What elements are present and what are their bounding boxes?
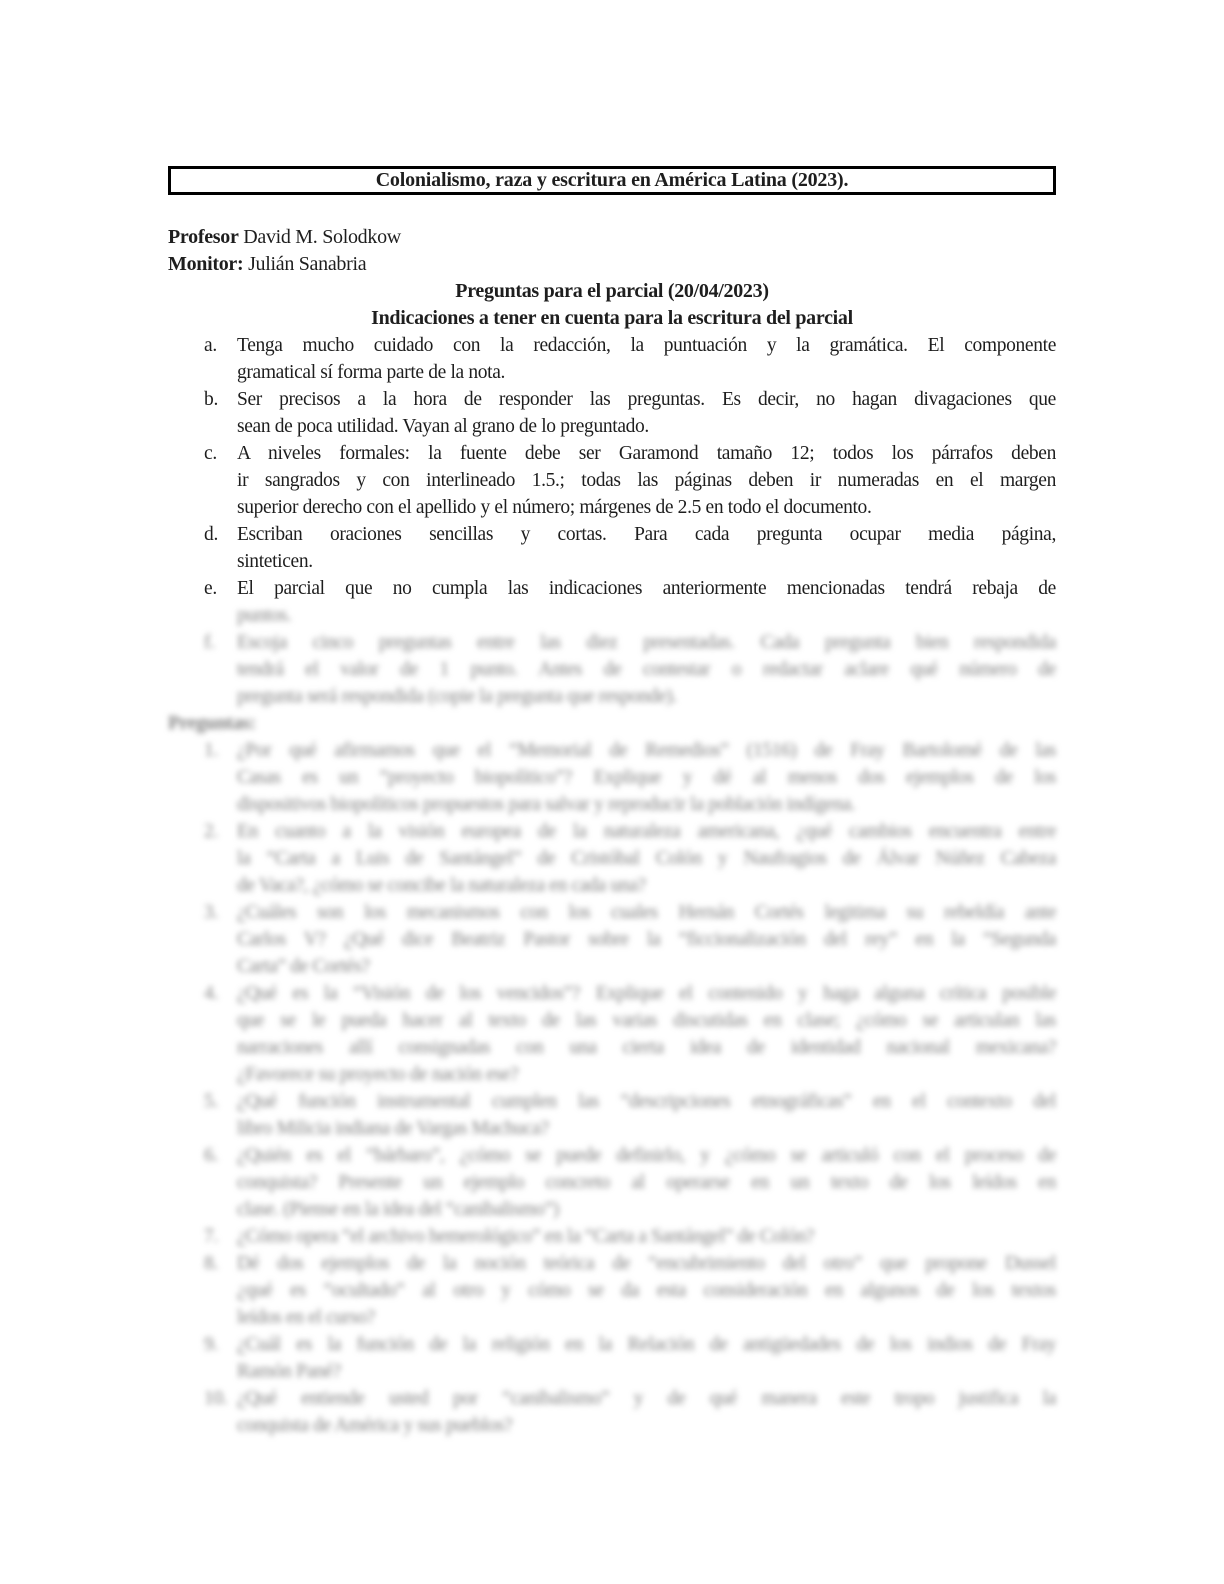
course-title: Colonialismo, raza y escritura en América Latina (2023). [375,169,849,191]
question-text-line: ¿qué es “ocultado” al otro y cómo se da esta consideración en algunos de los textos [237,1280,1056,1301]
question-text-line: la “Carta a Luis de Santángel” de Cristóbal Colón y Naufragios de Álvar Núñez Cabeza [237,848,1056,869]
indication-marker: f. [204,632,215,653]
indications-list [168,332,1056,710]
question-text-line: de Vaca?, ¿cómo se concibe la naturaleza en cada una? [237,875,646,896]
question-marker: 8. [204,1253,219,1274]
document-content [168,0,1056,1439]
indication-item [168,629,1056,710]
question-text-line: leídos en el curso? [237,1307,375,1328]
question-text-line: libro Milicia indiana de Vargas Machuca? [237,1118,549,1139]
indication-text-line: puntos. [237,605,292,626]
indication-marker: a. [204,335,217,356]
question-item [168,1088,1056,1142]
question-marker: 4. [204,983,219,1004]
question-item [168,818,1056,899]
question-text-line: ¿Favorece su proyecto de nación ese? [237,1064,519,1085]
question-item [168,1142,1056,1223]
questions-label: Preguntas: [168,713,256,734]
question-item [168,1250,1056,1331]
indication-marker: c. [204,443,217,464]
question-marker: 3. [204,902,219,923]
question-text-line: ¿Cuál es la función de la religión en la Relación de antigüedades de los indios de Fray [237,1334,1056,1355]
indication-text-line: gramatical sí forma parte de la nota. [237,362,506,383]
indication-item [168,440,1056,521]
question-text-line: que se le pueda hacer al texto de las varias discutidas en clase; ¿cómo se articulan las [237,1010,1056,1031]
question-text-line: ¿Qué es la “Visión de los vencidos”? Explique el contenido y haga alguna crítica posible [237,983,1056,1004]
question-marker: 10. [204,1388,228,1409]
indication-text-line: El parcial que no cumpla las indicaciones anteriormente mencionadas tendrá rebaja de [237,578,1056,599]
indication-text-line: Escriban oraciones sencillas y cortas. Para cada pregunta ocupar media página, [237,524,1056,545]
course-title-box [168,166,1056,195]
indication-text-line: Tenga mucho cuidado con la redacción, la puntuación y la gramática. El componente [237,335,1056,356]
monitor-label: Monitor: [168,253,244,275]
indication-text-line: pregunta será respondida (copie la pregunta que responde). [237,686,677,707]
question-item [168,1331,1056,1385]
professor-line [168,224,1056,251]
monitor-line [168,251,1056,278]
indication-text-line: Ser precisos a la hora de responder las preguntas. Es decir, no hagan divagaciones que [237,389,1056,410]
indication-marker: b. [204,389,219,410]
question-text-line: dispositivos biopolíticos propuestos para salvar y reproducir la población indígena. [237,794,856,815]
indication-marker: e. [204,578,217,599]
indication-item [168,332,1056,386]
question-marker: 5. [204,1091,219,1112]
indication-text-line: tendrá el valor de 1 punto. Antes de contestar o redactar aclare qué número de [237,659,1056,680]
question-text-line: clase. (Piense en la idea del “canibalismo”) [237,1199,559,1220]
exam-heading: Preguntas para el parcial (20/04/2023) [455,280,769,302]
question-marker: 6. [204,1145,219,1166]
question-item [168,899,1056,980]
indication-text-line: ir sangrados y con interlineado 1.5.; todas las páginas deben ir numeradas en el margen [237,470,1056,491]
question-text-line: ¿Cuáles son los mecanismos con los cuales Hernán Cortés legitima su rebeldía ante [237,902,1056,923]
indication-text-line: sinteticen. [237,551,313,572]
question-marker: 1. [204,740,219,761]
question-text-line: ¿Quién es el “bárbaro”, ¿cómo se puede definirlo, y ¿cómo se articuló con el proceso de [237,1145,1056,1166]
question-item [168,737,1056,818]
question-text-line: Carta” de Cortés? [237,956,370,977]
question-marker: 7. [204,1226,219,1247]
question-item [168,1223,1056,1250]
indication-marker: d. [204,524,219,545]
question-text-line: conquista de América y sus pueblos? [237,1415,513,1436]
indication-text-line: sean de poca utilidad. Vayan al grano de lo preguntado. [237,416,649,437]
question-item [168,980,1056,1088]
indication-text-line: Escoja cinco preguntas entre las diez presentadas. Cada pregunta bien respondida [237,632,1056,653]
question-item [168,1385,1056,1439]
question-text-line: Carlos V? ¿Qué dice Beatriz Pastor sobre la “ficcionalización del rey” en la “Segunda [237,929,1056,950]
question-text-line: Ramón Pané? [237,1361,341,1382]
question-text-line: ¿Por qué afirmamos que el “Memorial de Remedios” (1516) de Fray Bartolomé de las [237,740,1056,761]
question-text-line: ¿Qué función instrumental cumplen las “descripciones etnográficas” en el contexto del [237,1091,1056,1112]
question-marker: 2. [204,821,219,842]
question-text-line: Dé dos ejemplos de la noción teórica de “encubrimiento del otro” que propone Dussel [237,1253,1056,1274]
question-text-line: conquista? Presente un ejemplo concreto al operarse en un texto de los leídos en [237,1172,1056,1193]
indication-item [168,575,1056,629]
question-text-line: narraciones allí consignadas con una cierta idea de identidad nacional mexicana? [237,1037,1056,1058]
question-text-line: ¿Qué entiende usted por “canibalismo” y de qué manera este tropo justifica la [237,1388,1056,1409]
questions-list [168,737,1056,1439]
question-text-line: ¿Cómo opera “el archivo hemerológico” en la “Carta a Santángel” de Colón? [237,1226,815,1247]
professor-name: David M. Solodkow [243,226,401,248]
indication-item [168,386,1056,440]
question-marker: 9. [204,1334,219,1355]
instructions-heading: Indicaciones a tener en cuenta para la escritura del parcial [371,307,853,329]
indication-text-line: superior derecho con el apellido y el número; márgenes de 2.5 en todo el documento. [237,497,872,518]
indication-item [168,521,1056,575]
byline-block [168,224,1056,332]
monitor-name: Julián Sanabria [248,253,367,275]
professor-label: Profesor [168,226,239,248]
question-text-line: En cuanto a la visión europea de la naturaleza americana, ¿qué cambios encuentra entre [237,821,1056,842]
question-text-line: Casas es un “proyecto biopolítico”? Explique y dé al menos dos ejemplos de los [237,767,1056,788]
indication-text-line: A niveles formales: la fuente debe ser Garamond tamaño 12; todos los párrafos deben [237,443,1056,464]
